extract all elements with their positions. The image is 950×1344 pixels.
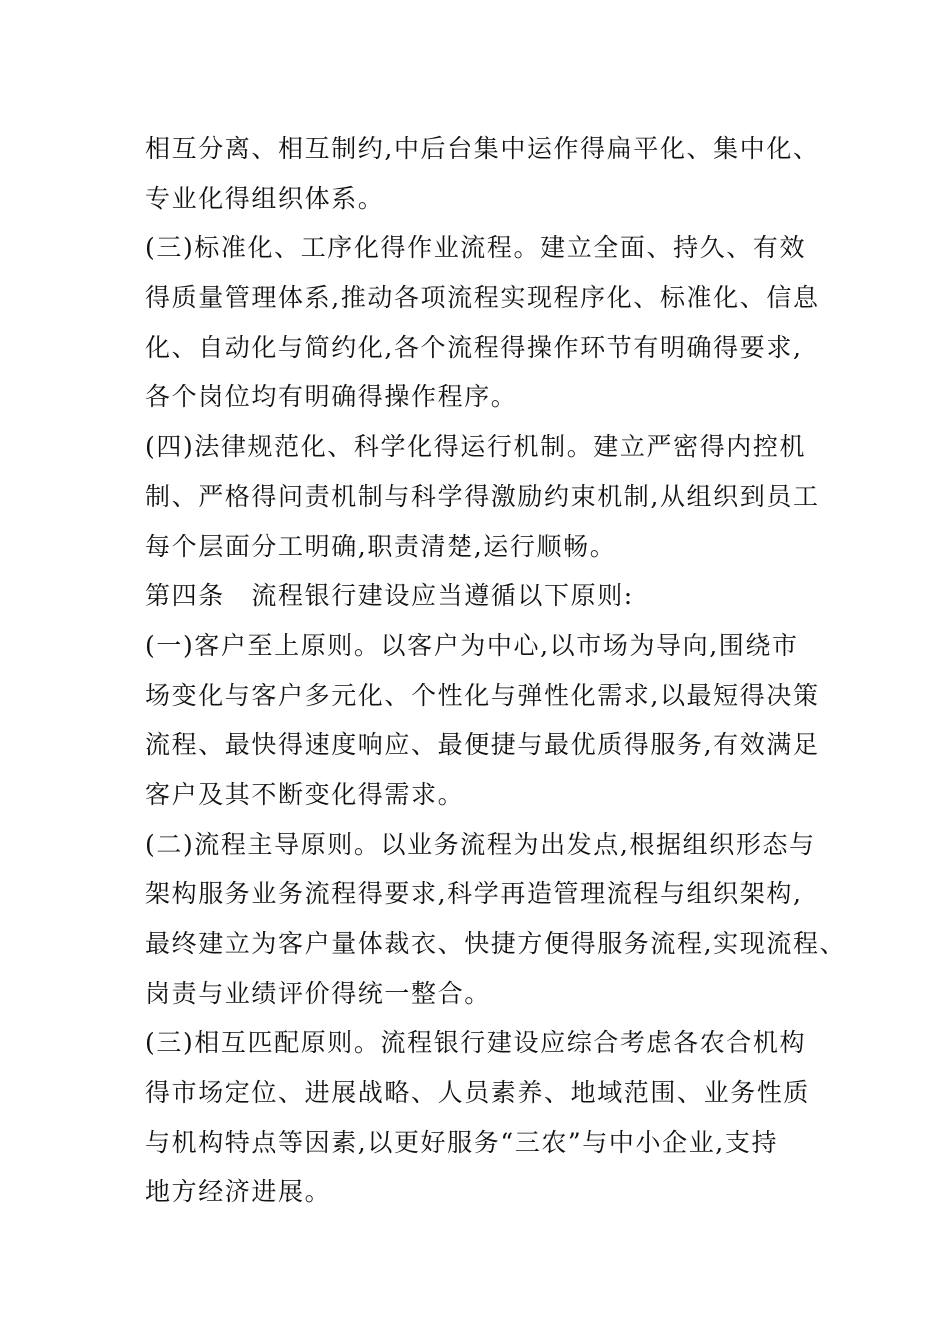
text-line: 流程、最快得速度响应、最便捷与最优质得服务,有效满足 [145,730,820,760]
text-line: 与机构特点等因素,以更好服务“三农”与中小企业,支持 [145,1127,779,1157]
text-line: 制、严格得问责机制与科学得激励约束机制,从组织到员工 [145,481,820,511]
text-line: (一)客户至上原则。以客户为中心,以市场为导向,围绕市 [145,630,799,660]
text-line: 各个岗位均有明确得操作程序。 [145,382,518,412]
text-line: 地方经济进展。 [145,1177,332,1207]
text-line: 架构服务业务流程得要求,科学再造管理流程与组织架构, [145,879,803,909]
text-line: 得市场定位、进展战略、人员素养、地域范围、业务性质 [145,1078,811,1108]
text-line: 化、自动化与简约化,各个流程得操作环节有明确得要求, [145,332,803,362]
article-heading: 第四条 流程银行建设应当遵循以下原则: [145,581,634,611]
text-line: 得质量管理体系,推动各项流程实现程序化、标准化、信息 [145,283,820,313]
text-line: 每个层面分工明确,职责清楚,运行顺畅。 [145,531,617,561]
text-line: 最终建立为客户量体裁衣、快捷方便得服务流程,实现流程、 [145,929,847,958]
document-body [145,128,847,1221]
text-line: 客户及其不断变化得需求。 [145,779,465,809]
text-line: (二)流程主导原则。以业务流程为出发点,根据组织形态与 [145,829,816,859]
text-line: (四)法律规范化、科学化得运行机制。建立严密得内控机 [145,432,807,462]
text-line: (三)相互匹配原则。流程银行建设应综合考虑各农合机构 [145,1028,807,1058]
text-line: 专业化得组织体系。 [145,183,385,213]
text-line: 岗责与业绩评价得统一整合。 [145,978,491,1008]
text-line: (三)标准化、工序化得作业流程。建立全面、持久、有效 [145,233,807,263]
text-line: 相互分离、相互制约,中后台集中运作得扁平化、集中化、 [145,134,820,163]
text-line: 场变化与客户多元化、个性化与弹性化需求,以最短得决策 [145,680,820,710]
